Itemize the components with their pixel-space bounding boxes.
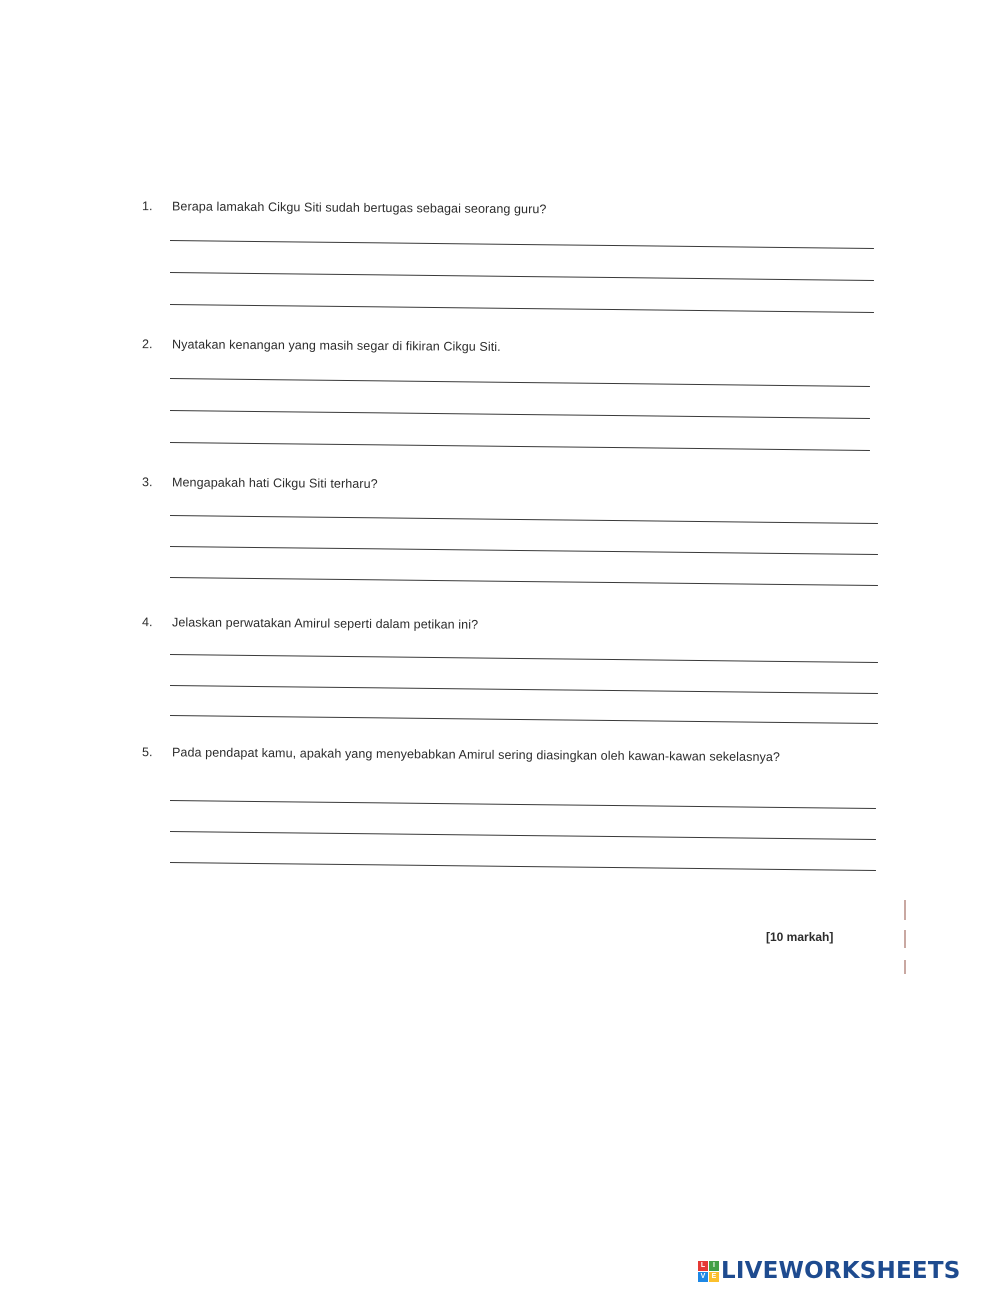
answer-line[interactable] (170, 442, 870, 451)
page-edge-mark (904, 960, 906, 974)
answer-line[interactable] (170, 378, 870, 387)
answer-line[interactable] (170, 410, 870, 419)
question-number: 3. (141, 475, 153, 490)
answer-line[interactable] (170, 546, 878, 555)
answer-line[interactable] (170, 272, 874, 281)
answer-line[interactable] (170, 800, 876, 809)
question-4 (141, 615, 882, 632)
answer-line[interactable] (170, 654, 878, 663)
liveworksheets-logo (698, 1258, 960, 1284)
question-text: Nyatakan kenangan yang masih segar di fikiran Cikgu Siti. (171, 337, 501, 354)
worksheet-page (130, 180, 910, 980)
question-number: 4. (141, 615, 153, 630)
question-2 (141, 337, 882, 354)
logo-block: I (709, 1261, 719, 1271)
answer-line[interactable] (170, 304, 874, 313)
answer-line[interactable] (170, 685, 878, 694)
question-text: Jelaskan perwatakan Amirul seperti dalam petikan ini? (171, 615, 479, 632)
total-marks: [10 markah] (766, 930, 834, 944)
question-text: Mengapakah hati Cikgu Siti terharu? (171, 475, 378, 491)
question-number: 5. (141, 745, 153, 760)
page-edge-mark (904, 900, 906, 920)
logo-blocks-icon (698, 1261, 719, 1282)
question-text: Berapa lamakah Cikgu Siti sudah bertugas sebagai seorang guru? (171, 199, 547, 217)
question-number: 2. (141, 337, 153, 352)
answer-line[interactable] (170, 715, 878, 724)
answer-line[interactable] (170, 862, 876, 871)
answer-line[interactable] (170, 515, 878, 524)
logo-block: L (698, 1261, 708, 1271)
answer-line[interactable] (170, 577, 878, 586)
logo-text: LIVEWORKSHEETS (721, 1258, 961, 1284)
answer-line[interactable] (170, 831, 876, 840)
question-3 (141, 475, 882, 492)
question-1 (141, 199, 882, 217)
logo-block: V (698, 1272, 708, 1282)
question-5 (141, 745, 882, 765)
answer-line[interactable] (170, 240, 874, 249)
question-text: Pada pendapat kamu, apakah yang menyebabkan Amirul sering diasingkan oleh kawan-kawan sekelasnya? (171, 745, 781, 765)
page-edge-mark (904, 930, 906, 948)
question-number: 1. (141, 199, 153, 214)
logo-block: E (709, 1272, 719, 1282)
